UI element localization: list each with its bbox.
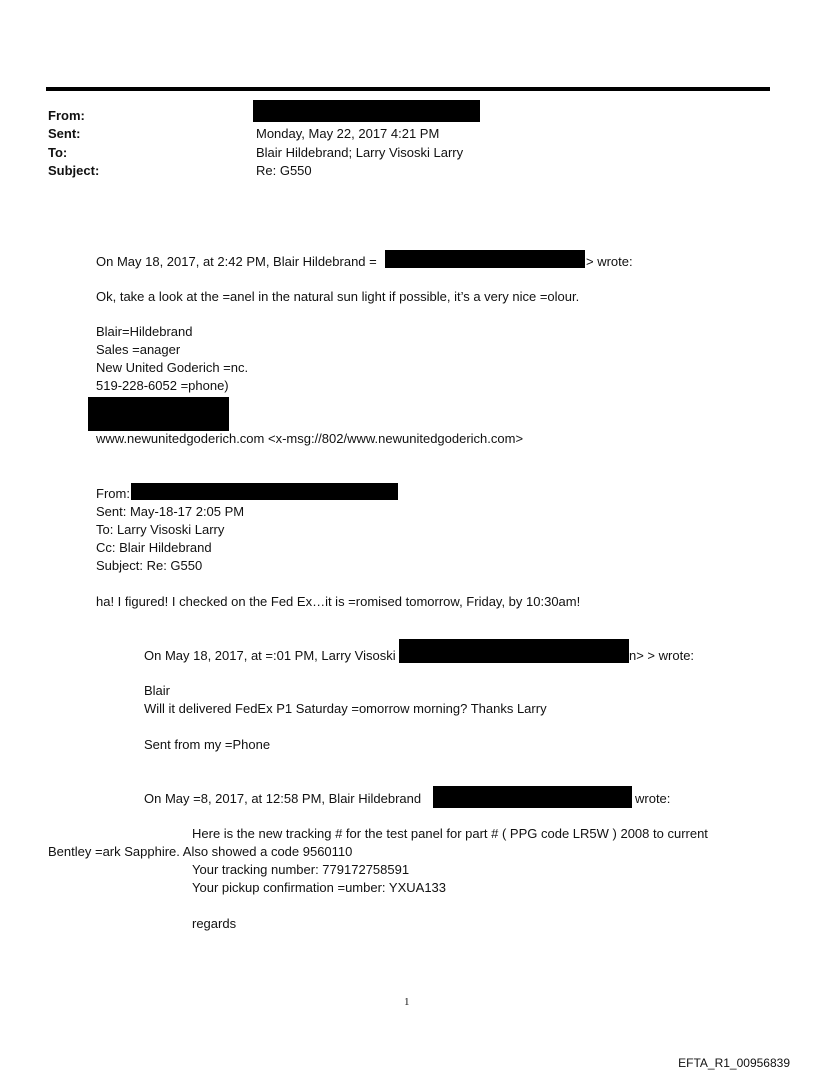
header-rule — [46, 87, 770, 91]
message1-intro — [96, 254, 377, 269]
redaction-email-4 — [433, 786, 632, 808]
message4-line3: Your tracking number: 779172758591 — [192, 862, 410, 877]
message4-intro-end: wrote: — [635, 791, 671, 806]
message1-intro-start: On May 18, 2017, at 2:42 PM, Blair Hildebrand = — [96, 254, 377, 269]
message3-line1: Blair — [144, 683, 171, 698]
sent-label: Sent: — [48, 126, 81, 141]
page-number: 1 — [404, 996, 410, 1008]
sent-value: Monday, May 22, 2017 4:21 PM — [256, 126, 440, 141]
redaction-from — [253, 100, 480, 122]
signature-website: www.newunitedgoderich.com <x-msg://802/www.newunitedgoderich.com> — [96, 431, 524, 446]
message2-to: To: Larry Visoski Larry — [96, 522, 225, 537]
message2-subject: Subject: Re: G550 — [96, 558, 203, 573]
message4-intro-start: On May =8, 2017, at 12:58 PM, Blair Hildebrand — [144, 791, 422, 806]
redaction-email-1 — [385, 250, 585, 268]
message1-intro-end: > wrote: — [586, 254, 633, 269]
redaction-from-2 — [131, 483, 398, 500]
message1-body: Ok, take a look at the =anel in the natural sun light if possible, it’s a very nice =olour. — [96, 289, 580, 304]
signature-phone: 519-228-6052 =phone) — [96, 378, 229, 393]
subject-label: Subject: — [48, 163, 100, 178]
redaction-signature — [88, 397, 229, 431]
message3-line3: Sent from my =Phone — [144, 737, 271, 752]
message2-from: From: — [96, 486, 130, 501]
message2-sent: Sent: May-18-17 2:05 PM — [96, 504, 245, 519]
to-label: To: — [48, 145, 68, 160]
message4-line5: regards — [192, 916, 237, 931]
message3-line2: Will it delivered FedEx P1 Saturday =omorrow morning? Thanks Larry — [144, 701, 547, 716]
message2-body: ha! I figured! I checked on the Fed Ex…it is =romised tomorrow, Friday, by 10:30am! — [96, 594, 581, 609]
redaction-email-3 — [399, 639, 629, 663]
signature-title: Sales =anager — [96, 342, 181, 357]
to-value: Blair Hildebrand; Larry Visoski Larry — [256, 145, 464, 160]
message4-line1: Here is the new tracking # for the test panel for part # ( PPG code LR5W ) 2008 to current — [192, 826, 708, 841]
signature-company: New United Goderich =nc. — [96, 360, 249, 375]
message2-cc: Cc: Blair Hildebrand — [96, 540, 212, 555]
message3-intro-end: n> > wrote: — [629, 648, 695, 663]
message4-line4: Your pickup confirmation =umber: YXUA133 — [192, 880, 447, 895]
from-label: From: — [48, 108, 85, 123]
document-id: EFTA_R1_00956839 — [678, 1056, 790, 1070]
signature-name: Blair=Hildebrand — [96, 324, 193, 339]
subject-value: Re: G550 — [256, 163, 312, 178]
message3-intro-start: On May 18, 2017, at =:01 PM, Larry Visoski — [144, 648, 396, 663]
message4-line2: Bentley =ark Sapphire. Also showed a code 9560110 — [48, 844, 353, 859]
